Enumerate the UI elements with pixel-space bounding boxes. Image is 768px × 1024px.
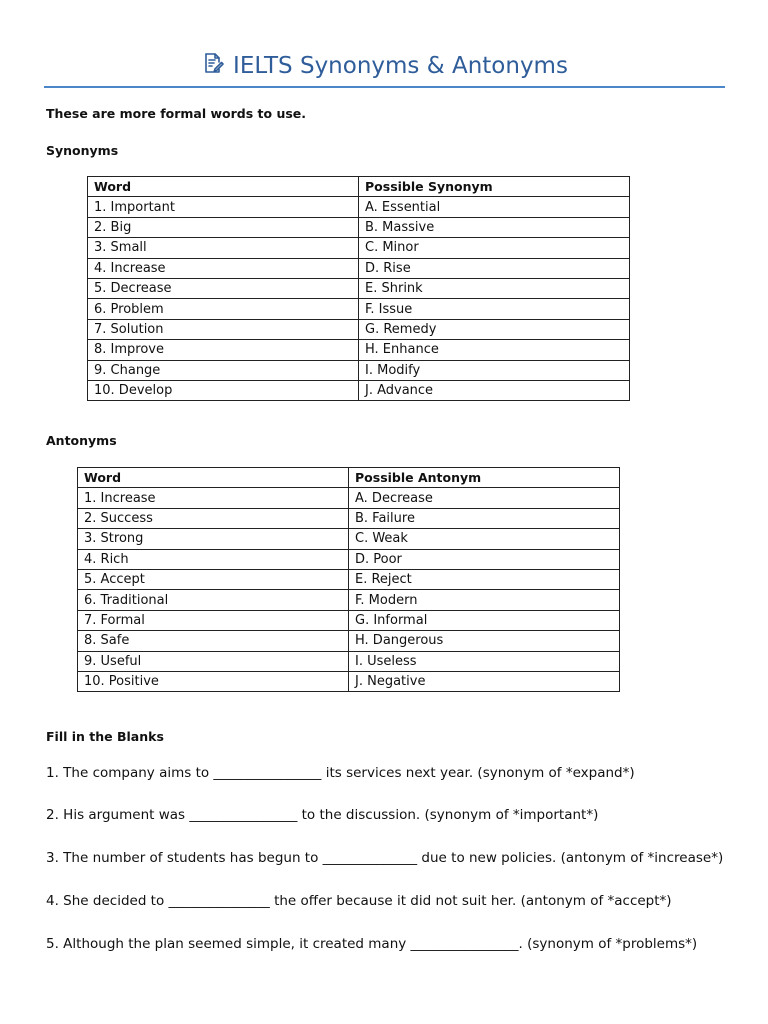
table-row <box>78 569 620 589</box>
antonyms-table <box>77 467 620 692</box>
fill-blank-item: 5. Although the plan seemed simple, it created many ________________. (synonym of *problems*) <box>46 936 698 952</box>
fill-blank-item: 4. She decided to _______________ the offer because it did not suit her. (antonym of *accept*) <box>46 893 672 909</box>
word-cell: 5. Accept <box>78 569 349 589</box>
column-header: Word <box>78 468 349 488</box>
table-row <box>78 631 620 651</box>
word-cell: 1. Important <box>88 197 359 217</box>
table-row <box>78 651 620 671</box>
fill-blank-item: 3. The number of students has begun to ______________ due to new policies. (antonym of *increase*) <box>46 850 724 866</box>
word-cell: 10. Positive <box>78 671 349 691</box>
column-header: Possible Antonym <box>349 468 620 488</box>
synonym-cell: A. Essential <box>359 197 630 217</box>
table-row <box>88 258 630 278</box>
synonym-cell: F. Issue <box>359 299 630 319</box>
table-row <box>88 340 630 360</box>
word-cell: 1. Increase <box>78 488 349 508</box>
table-row <box>78 671 620 691</box>
antonym-cell: G. Informal <box>349 610 620 630</box>
antonym-cell: F. Modern <box>349 590 620 610</box>
table-row <box>78 549 620 569</box>
antonyms-heading: Antonyms <box>46 433 117 448</box>
word-cell: 4. Increase <box>88 258 359 278</box>
title-text: IELTS Synonyms & Antonyms <box>233 53 568 79</box>
note-pencil-icon <box>201 51 225 81</box>
fill-blanks-heading: Fill in the Blanks <box>46 729 164 744</box>
word-cell: 5. Decrease <box>88 278 359 298</box>
table-header-row <box>88 177 630 197</box>
word-cell: 10. Develop <box>88 380 359 400</box>
antonym-cell: E. Reject <box>349 569 620 589</box>
synonyms-table <box>87 176 630 401</box>
table-row <box>88 380 630 400</box>
table-row <box>78 488 620 508</box>
table-row <box>88 319 630 339</box>
word-cell: 3. Small <box>88 238 359 258</box>
table-row <box>88 299 630 319</box>
word-cell: 9. Useful <box>78 651 349 671</box>
table-row <box>88 217 630 237</box>
table-row <box>88 360 630 380</box>
page-title <box>201 51 568 81</box>
synonym-cell: G. Remedy <box>359 319 630 339</box>
table-row <box>88 278 630 298</box>
antonym-cell: I. Useless <box>349 651 620 671</box>
word-cell: 3. Strong <box>78 529 349 549</box>
table-row <box>78 610 620 630</box>
table-row <box>78 590 620 610</box>
synonym-cell: I. Modify <box>359 360 630 380</box>
table-row <box>88 238 630 258</box>
column-header: Word <box>88 177 359 197</box>
antonym-cell: A. Decrease <box>349 488 620 508</box>
antonym-cell: D. Poor <box>349 549 620 569</box>
table-row <box>88 197 630 217</box>
table-row <box>78 508 620 528</box>
word-cell: 2. Success <box>78 508 349 528</box>
synonym-cell: B. Massive <box>359 217 630 237</box>
antonym-cell: J. Negative <box>349 671 620 691</box>
table-header-row <box>78 468 620 488</box>
word-cell: 8. Safe <box>78 631 349 651</box>
synonym-cell: J. Advance <box>359 380 630 400</box>
word-cell: 9. Change <box>88 360 359 380</box>
table-row <box>78 529 620 549</box>
intro-text: These are more formal words to use. <box>46 106 307 121</box>
fill-blank-item: 1. The company aims to ________________ its services next year. (synonym of *expand*) <box>46 765 635 781</box>
antonym-cell: B. Failure <box>349 508 620 528</box>
word-cell: 2. Big <box>88 217 359 237</box>
synonym-cell: E. Shrink <box>359 278 630 298</box>
word-cell: 7. Formal <box>78 610 349 630</box>
word-cell: 4. Rich <box>78 549 349 569</box>
synonym-cell: H. Enhance <box>359 340 630 360</box>
antonym-cell: H. Dangerous <box>349 631 620 651</box>
antonym-cell: C. Weak <box>349 529 620 549</box>
synonym-cell: C. Minor <box>359 238 630 258</box>
word-cell: 6. Problem <box>88 299 359 319</box>
word-cell: 6. Traditional <box>78 590 349 610</box>
synonyms-heading: Synonyms <box>46 143 119 158</box>
fill-blank-item: 2. His argument was ________________ to the discussion. (synonym of *important*) <box>46 807 599 823</box>
synonym-cell: D. Rise <box>359 258 630 278</box>
column-header: Possible Synonym <box>359 177 630 197</box>
word-cell: 8. Improve <box>88 340 359 360</box>
title-bar <box>44 46 725 88</box>
word-cell: 7. Solution <box>88 319 359 339</box>
